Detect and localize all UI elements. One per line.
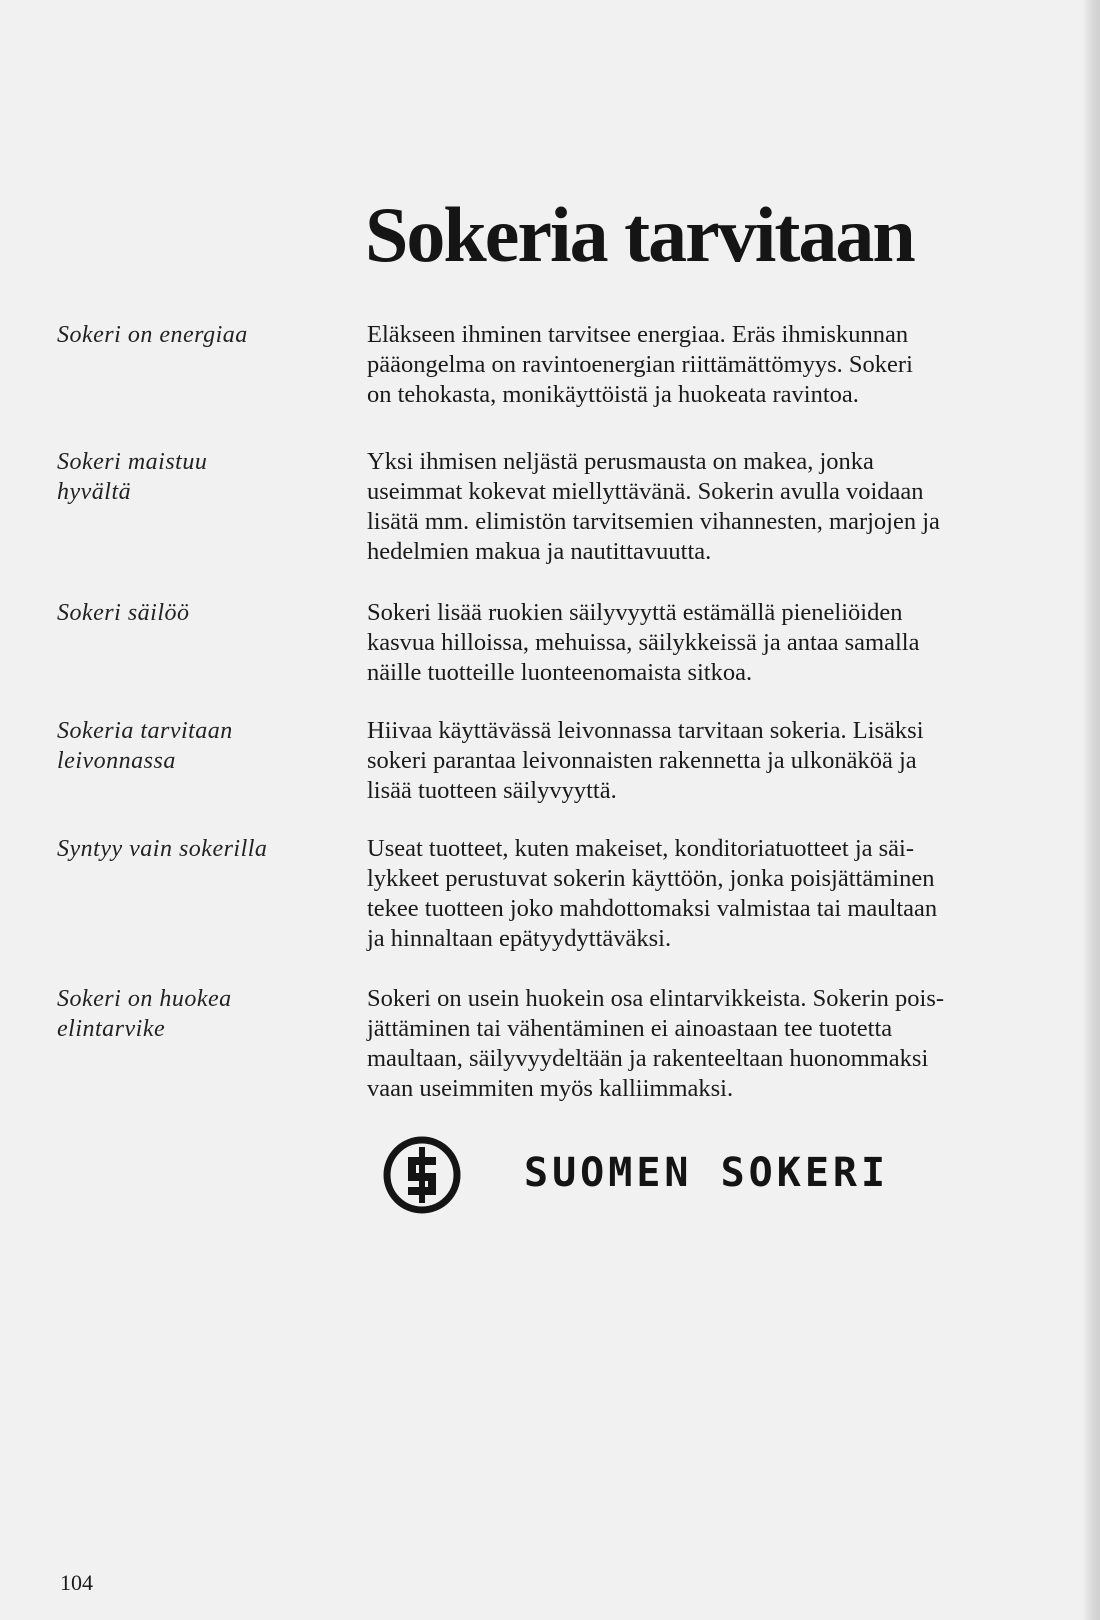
body-line: vaan useimmiten myös kalliimmaksi. [367, 1075, 734, 1102]
side-heading-line: Sokeri on huokea [57, 986, 232, 1012]
body-line: maultaan, säilyvyydeltään ja rakenteeltaan huonommaksi [367, 1045, 929, 1072]
side-heading-line: Sokeria tarvitaan [57, 718, 233, 744]
body-line: kasvua hilloissa, mehuissa, säilykkeissä ja antaa samalla [367, 629, 920, 656]
page-title: Sokeria tarvitaan [365, 191, 914, 278]
side-heading-line: Sokeri säilöö [57, 600, 190, 626]
section-body [367, 984, 1037, 1104]
section-side-heading [57, 447, 327, 507]
body-line: lisää tuotteen säilyvyyttä. [367, 777, 617, 804]
section-side-heading [57, 834, 327, 864]
section-side-heading [57, 716, 327, 776]
side-heading-line: Sokeri maistuu [57, 449, 208, 475]
side-heading-line: elintarvike [57, 1016, 166, 1042]
body-line: ja hinnaltaan epätyydyttäväksi. [367, 925, 672, 952]
section-body [367, 716, 1037, 806]
body-line: Yksi ihmisen neljästä perusmausta on makea, jonka [367, 448, 874, 475]
section-body [367, 598, 1037, 688]
body-line: Sokeri on usein huokein osa elintarvikkeista. Sokerin pois- [367, 985, 945, 1012]
section-body [367, 447, 1037, 567]
section-side-heading [57, 320, 327, 350]
page-spine-shadow [1082, 0, 1100, 1620]
body-line: hedelmien makua ja nautittavuutta. [367, 538, 712, 565]
body-line: Eläkseen ihminen tarvitsee energiaa. Eräs ihmiskunnan [367, 321, 909, 348]
page-number: 104 [60, 1570, 93, 1595]
body-line: näille tuotteille luonteenomaista sitkoa. [367, 659, 753, 686]
body-line: useimmat kokevat miellyttävänä. Sokerin avulla voidaan [367, 478, 924, 505]
side-heading-line: Sokeri on energiaa [57, 322, 248, 348]
body-line: pääongelma on ravintoenergian riittämättömyys. Sokeri [367, 351, 913, 378]
section-body [367, 320, 1037, 410]
body-line: jättäminen tai vähentäminen ei ainoastaan tee tuotetta [367, 1015, 893, 1042]
body-line: lykkeet perustuvat sokerin käyttöön, jonka poisjättäminen [367, 865, 935, 892]
logo-wordmark: SUOMEN SOKERI [524, 1150, 890, 1196]
body-line: sokeri parantaa leivonnaisten rakennetta ja ulkonäköä ja [367, 747, 917, 774]
section-body [367, 834, 1037, 954]
suomen-sokeri-s-logo-icon [382, 1135, 462, 1215]
section-side-heading [57, 598, 327, 628]
body-line: on tehokasta, monikäyttöistä ja huokeata ravintoa. [367, 381, 859, 408]
body-line: Hiivaa käyttävässä leivonnassa tarvitaan sokeria. Lisäksi [367, 717, 924, 744]
suomen-sokeri-logo [382, 1135, 912, 1215]
section-side-heading [57, 984, 327, 1044]
body-line: lisätä mm. elimistön tarvitsemien vihannesten, marjojen ja [367, 508, 940, 535]
side-heading-line: Syntyy vain sokerilla [57, 836, 268, 862]
side-heading-line: leivonnassa [57, 748, 176, 774]
body-line: tekee tuotteen joko mahdottomaksi valmistaa tai maultaan [367, 895, 938, 922]
body-line: Sokeri lisää ruokien säilyvyyttä estämällä pieneliöiden [367, 599, 903, 626]
side-heading-line: hyvältä [57, 479, 132, 505]
body-line: Useat tuotteet, kuten makeiset, konditoriatuotteet ja säi- [367, 835, 915, 862]
